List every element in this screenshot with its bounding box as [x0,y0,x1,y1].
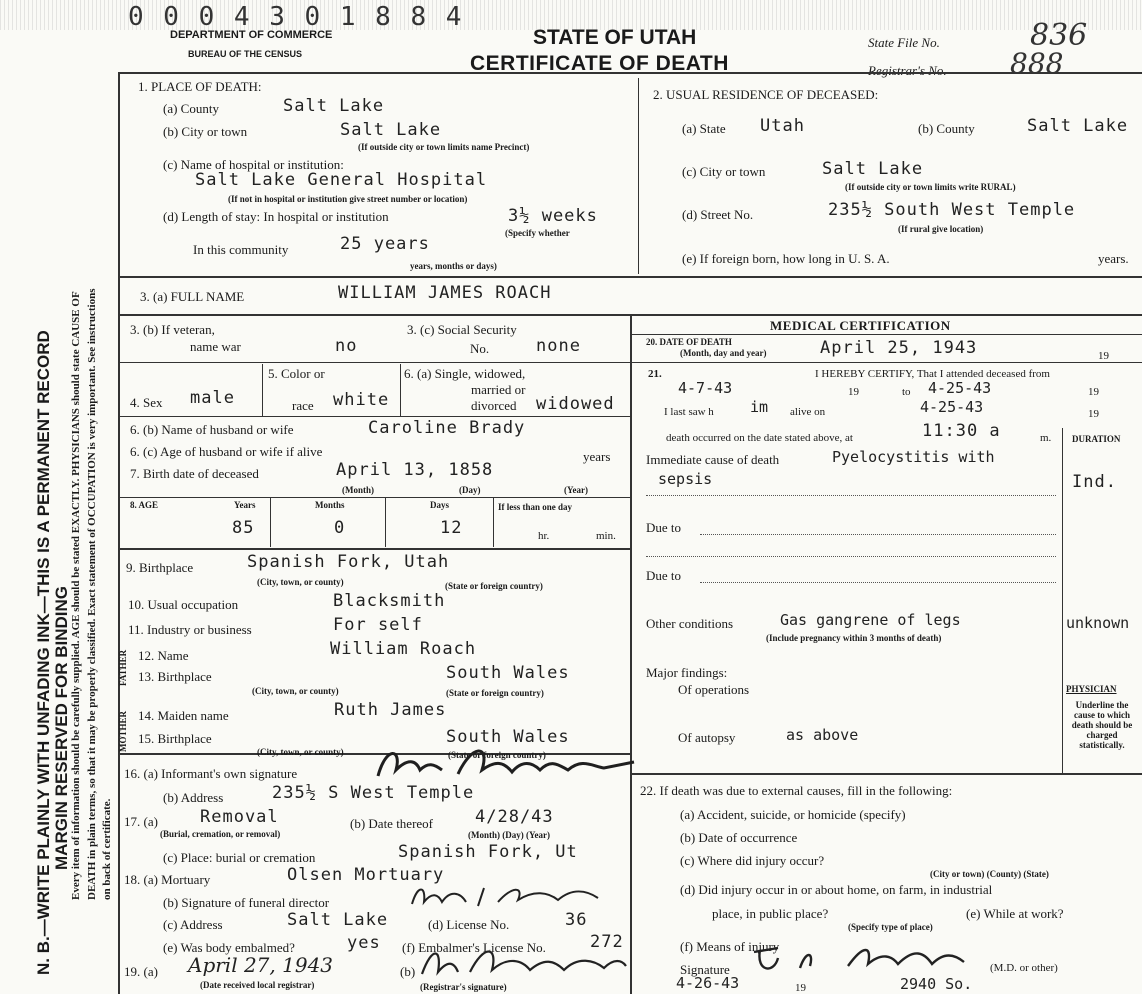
length-of-stay-value: 3½ weeks [508,206,598,226]
department-label: DEPARTMENT OF COMMERCE [170,29,333,41]
frame-left [118,72,120,994]
sex-label: 4. Sex [130,395,163,410]
residence-city-value: Salt Lake [822,159,924,179]
rule-after-sex [118,416,630,417]
birth-day-note: (Day) [459,485,481,495]
spouse-name-value: Caroline Brady [368,418,526,438]
social-security-label: 3. (c) Social Security [407,322,517,337]
attend-from-value: 4-7-43 [678,379,733,397]
other-conditions-note: (Include pregnancy within 3 months of death) [766,633,942,643]
embalmer-license-value: 272 [590,932,624,952]
embalmer-license-label: (f) Embalmer's License No. [402,940,546,955]
embalmed-label: (e) Was body embalmed? [163,940,295,955]
residence-title: 2. USUAL RESIDENCE OF DECEASED: [653,87,879,102]
last-saw-pronoun: im [750,398,769,416]
rule-medical-top [630,314,1142,315]
other-conditions-duration: unknown [1066,614,1130,632]
cause-dotted-line-1 [646,495,1056,496]
physician-signature [748,938,988,978]
residence-state-label: (a) State [682,121,726,136]
burial-date-value: 4/28/43 [475,807,554,827]
physician-signature-date: 4-26-43 [676,974,740,992]
immediate-cause-value-a: Pyelocystitis with [832,448,995,466]
registrar-date-label: 19. (a) [124,964,158,979]
age-label: 8. AGE [130,500,159,510]
spouse-age-unit: years [583,449,611,464]
state-file-label: State File No. [868,35,940,50]
registrar-signature-note: (Registrar's signature) [420,982,507,992]
funeral-director-label: (b) Signature of funeral director [163,895,330,910]
residence-street-label: (d) Street No. [682,207,754,222]
registrar-number-label: Registrar's No. [868,63,947,78]
rule-after-dod [630,362,1142,363]
informant-address-label: (b) Address [163,790,224,805]
community-label: In this community [193,242,289,257]
bureau-label: BUREAU OF THE CENSUS [188,49,303,59]
death-time-meridiem: m. [1040,432,1052,444]
foreign-born-label: (e) If foreign born, how long in U. S. A. [682,251,890,266]
mother-maiden-name-value: Ruth James [334,700,447,720]
other-conditions-value: Gas gangrene of legs [780,611,961,629]
of-autopsy-label: Of autopsy [678,730,736,745]
certify-number: 21. [648,368,662,380]
birth-date-label: 7. Birth date of deceased [130,466,259,481]
rule-before-age [118,497,630,498]
father-birthplace-label: 13. Birthplace [138,669,212,684]
immediate-cause-label: Immediate cause of death [646,452,780,467]
residence-county-value: Salt Lake [1027,116,1129,136]
death-city-value: Salt Lake [340,120,442,140]
birth-month-note: (Month) [342,485,374,495]
attend-to-value: 4-25-43 [928,379,992,397]
death-county-label: (a) County [163,101,219,116]
father-tag: FATHER [118,649,128,686]
immediate-cause-value-b: sepsis [658,470,713,488]
community-note: years, months or days) [410,261,497,271]
duration-label: DURATION [1072,434,1121,444]
social-security-no-label: No. [470,341,490,356]
rule-sex-race [262,364,263,416]
margin-instruction-line3: Every item of information should be carefully supplied. AGE should be stated EXACTLY. PHYSICIANS should state CAUSE OF [70,291,82,900]
external-means-label: (f) Means of injury [680,939,780,954]
age-years-value: 85 [232,518,255,538]
residence-city-label: (c) City or town [682,164,766,179]
alive-on-value: 4-25-43 [920,398,984,416]
marital-label-c: divorced [471,398,517,413]
funeral-director-signature [408,880,608,912]
frame-top [118,72,1142,74]
mortuary-label: 18. (a) Mortuary [124,872,211,887]
mother-birthplace-label: 15. Birthplace [138,731,212,746]
rule-age-days [493,497,494,547]
margin-instruction-line1: N. B.—WRITE PLAINLY WITH UNFADING INK—THIS IS A PERMANENT RECORD [34,330,53,975]
race-label: 5. Color or [268,366,325,381]
residence-city-note: (If outside city or town limits write RURAL) [845,182,1016,192]
divider-s1-s2 [638,78,639,274]
father-name-value: William Roach [330,639,477,659]
residence-county-label: (b) County [918,121,975,136]
birth-year-note: (Year) [564,485,588,495]
attend-19b: 19 [1088,386,1099,398]
age-years-label: Years [234,500,256,510]
mortuary-address-label: (c) Address [163,917,223,932]
burial-note: (Burial, cremation, or removal) [160,829,281,839]
of-autopsy-value: as above [786,726,859,744]
marital-label: 6. (a) Single, widowed, [404,366,526,381]
rule-race-marital [400,364,401,416]
certify-text: I HEREBY CERTIFY, That I attended deceased from [815,368,1050,380]
margin-instruction-line5: on back of certificate. [101,798,113,900]
rule-after-veteran [118,362,630,363]
community-value: 25 years [340,234,430,254]
father-birthplace-note-state: (State or foreign country) [446,688,544,698]
margin-instruction-line4: DEATH in plain terms, so that it may be properly classified. Exact statement of OCCUPATION is very important. See instructions [86,288,98,900]
length-of-stay-note: (Specify whether [505,228,570,238]
burial-label: 17. (a) [124,814,158,829]
rule-age-months [385,497,386,547]
physician-signature-19: 19 [795,982,806,994]
date-of-death-sublabel: (Month, day and year) [680,348,767,358]
due-to-label-2: Due to [646,568,682,583]
hospital-note: (If not in hospital or institution give street number or location) [228,194,468,204]
death-time-value: 11:30 a [922,421,1001,441]
attend-19c: 19 [1088,408,1099,420]
mother-tag: MOTHER [118,710,128,752]
registrar-signature-label: (b) [400,964,416,979]
residence-street-note: (If rural give location) [898,224,984,234]
registrar-signature [418,942,630,982]
mother-birthplace-note-state: (State or foreign country) [448,750,546,760]
cause-dotted-line-2 [700,534,1056,535]
external-accident-label: (a) Accident, suicide, or homicide (specify) [680,807,906,822]
other-conditions-label: Other conditions [646,616,734,631]
marital-label-b: married or [471,382,526,397]
external-home-label: (d) Did injury occur in or about home, on farm, in industrial [680,882,993,897]
occupation-value: Blacksmith [333,591,446,611]
length-of-stay-label: (d) Length of stay: In hospital or institution [163,209,389,224]
spouse-age-label: 6. (c) Age of husband or wife if alive [130,444,323,459]
hours-label: hr. [538,530,550,542]
burial-place-value: Spanish Fork, Ut [398,842,578,862]
age-months-label: Months [315,500,345,510]
hospital-value: Salt Lake General Hospital [195,170,488,190]
last-saw-label: I last saw h [664,406,714,418]
mother-birthplace-value: South Wales [446,727,570,747]
occupation-label: 10. Usual occupation [128,597,239,612]
physician-tag: PHYSICIAN [1066,684,1117,694]
registrar-number: 888 [1010,47,1064,80]
minutes-label: min. [596,530,616,542]
race-value: white [333,390,390,410]
mortuary-address-value: Salt Lake [287,910,389,930]
external-at-work-label: (e) While at work? [966,906,1064,921]
age-days-label: Days [430,500,450,510]
birthplace-value: Spanish Fork, Utah [247,552,450,572]
margin-binding-label: MARGIN RESERVED FOR BINDING [52,586,71,870]
certificate-serial-number: 0 0 0 4 3 0 1 8 8 4 [128,2,464,32]
burial-place-label: (c) Place: burial or cremation [163,850,316,865]
place-of-death-title: 1. PLACE OF DEATH: [138,79,262,94]
father-birthplace-note-city: (City, town, or county) [252,686,339,696]
death-city-label: (b) City or town [163,124,248,139]
state-file-number: 836 [1030,18,1088,53]
residence-street-value: 235½ South West Temple [828,200,1076,220]
embalmed-value: yes [347,933,381,953]
veteran-value: no [335,336,358,356]
license-value: 36 [565,910,588,930]
residence-state-value: Utah [760,116,805,136]
informant-address-value: 235½ S West Temple [272,783,475,803]
social-security-value: none [536,336,581,356]
rule-before-external [630,773,1142,775]
hospital-label: (c) Name of hospital or institution: [163,157,344,172]
immediate-cause-duration: Ind. [1072,472,1117,492]
cause-dotted-line-3 [646,556,1056,557]
date-of-death-19: 19 [1098,350,1109,362]
external-where-label: (c) Where did injury occur? [680,853,825,868]
birthplace-note-city: (City, town, or county) [257,577,344,587]
foreign-born-unit: years. [1098,251,1129,266]
death-occurred-label: death occurred on the date stated above, at [666,432,853,444]
death-county-value: Salt Lake [283,96,385,116]
age-days-value: 12 [440,518,463,538]
full-name-value: WILLIAM JAMES ROACH [338,283,552,303]
physician-signature-label: Signature [680,962,730,977]
registrar-date-note: (Date received local registrar) [200,980,315,990]
date-of-death-label: 20. DATE OF DEATH [646,337,732,347]
birthplace-note-state: (State or foreign country) [445,581,543,591]
industry-value: For self [333,615,423,635]
rule-medical-title [630,334,1142,335]
divider-medical [630,314,632,994]
rule-age-years [270,497,271,547]
father-birthplace-value: South Wales [446,663,570,683]
mother-maiden-name-label: 14. Maiden name [138,708,229,723]
medical-certification-title: MEDICAL CERTIFICATION [770,318,951,333]
spouse-name-label: 6. (b) Name of husband or wife [130,422,294,437]
state-title: STATE OF UTAH [533,26,697,49]
burial-date-label: (b) Date thereof [350,816,434,831]
mortuary-value: Olsen Mortuary [287,865,445,885]
birthplace-label: 9. Birthplace [126,560,194,575]
burial-date-note: (Month) (Day) (Year) [468,830,550,840]
mother-birthplace-note-city: (City, town, or county) [257,747,344,757]
date-of-death-value: April 25, 1943 [820,338,978,358]
physician-address-value: 2940 So. [900,975,973,993]
veteran-label: 3. (b) If veteran, [130,322,215,337]
alive-on-label: alive on [790,406,826,418]
of-operations-label: Of operations [678,682,750,697]
external-causes-label: 22. If death was due to external causes, fill in the following: [640,783,953,798]
underline-note: Underline the cause to which death should be charged statistically. [1071,700,1133,750]
external-public-place-label: place, in public place? [712,906,829,921]
age-months-value: 0 [334,518,346,538]
burial-value: Removal [200,807,279,827]
birth-date-value: April 13, 1858 [336,460,494,480]
informant-signature-label: 16. (a) Informant's own signature [124,766,298,781]
veteran-war-label: name war [190,339,241,354]
race-label-b: race [292,398,314,413]
less-than-day-label: If less than one day [498,502,573,512]
registrar-date-value: April 27, 1943 [188,953,334,977]
rule-after-age [118,548,630,550]
external-date-label: (b) Date of occurrence [680,830,798,845]
license-label: (d) License No. [428,917,510,932]
physician-signature-suffix: (M.D. or other) [990,962,1058,974]
father-name-label: 12. Name [138,648,189,663]
attend-to-label: to [902,386,911,398]
duration-column-rule [1062,428,1063,773]
full-name-label: 3. (a) FULL NAME [140,289,245,304]
due-to-label-1: Due to [646,520,682,535]
external-where-note: (City or town) (County) (State) [930,869,1049,879]
certificate-title: CERTIFICATE OF DEATH [470,52,729,75]
marital-value: widowed [536,394,615,414]
industry-label: 11. Industry or business [128,622,252,637]
death-city-note: (If outside city or town limits name Precinct) [358,142,530,152]
cause-dotted-line-4 [700,582,1056,583]
attend-19a: 19 [848,386,859,398]
external-place-note: (Specify type of place) [848,922,933,932]
sex-value: male [190,388,235,408]
divider-name-row [118,276,1142,278]
major-findings-label: Major findings: [646,665,728,680]
